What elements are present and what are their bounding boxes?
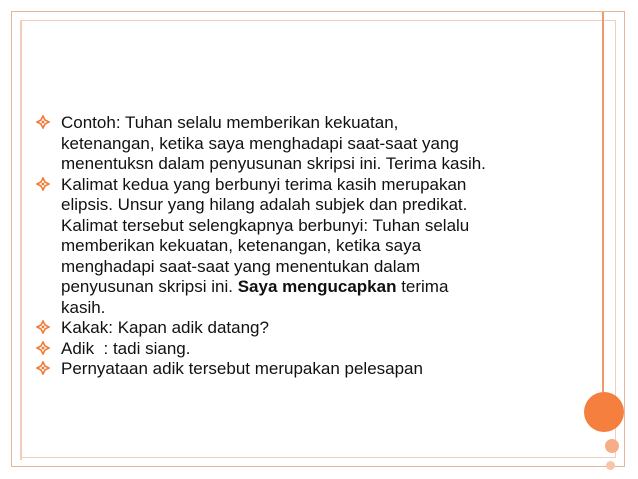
- flower-bullet-icon: [36, 320, 50, 334]
- text-line: Contoh: Tuhan selalu memberikan kekuatan,: [61, 113, 399, 132]
- bullet-item-1: [36, 113, 576, 175]
- text-fragment: penyusunan skripsi ini.: [61, 277, 238, 296]
- bullet-item-3: [36, 318, 576, 339]
- text-line: Kalimat kedua yang berbunyi terima kasih merupakan: [61, 174, 467, 194]
- text-line: menghadapi saat-saat yang menentukan dalam: [61, 256, 421, 276]
- decorative-small-dot: [605, 439, 619, 453]
- text-line: Pernyataan adik tersebut merupakan pelesapan: [61, 359, 423, 378]
- bullet-item-4: [36, 339, 576, 360]
- flower-bullet-icon: [36, 341, 50, 355]
- text-line: Kakak: Kapan adik datang?: [61, 318, 269, 337]
- text-line: elipsis. Unsur yang hilang adalah subjek dan predikat.: [61, 195, 468, 214]
- text-line: ketenangan, ketika saya menghadapi saat-saat yang: [61, 133, 459, 153]
- decorative-tiny-dot: [606, 461, 615, 470]
- decorative-right-line: [602, 12, 604, 392]
- text-line: [61, 277, 576, 298]
- decorative-large-dot: [584, 392, 624, 432]
- flower-bullet-icon: [36, 115, 50, 129]
- text-line: menentuksn dalam penyusunan skripsi ini. Terima kasih.: [61, 154, 486, 173]
- flower-bullet-icon: [36, 177, 50, 191]
- text-line: Adik : tadi siang.: [61, 338, 191, 358]
- flower-bullet-icon: [36, 361, 50, 375]
- text-line: memberikan kekuatan, ketenangan, ketika saya: [61, 236, 422, 255]
- bold-phrase: Saya mengucapkan: [237, 277, 397, 296]
- text-line: kasih.: [61, 297, 106, 317]
- slide-content: [36, 113, 576, 380]
- bullet-item-5: [36, 359, 576, 380]
- bullet-item-2: [36, 175, 576, 319]
- decorative-left-line: [20, 20, 22, 460]
- text-fragment: terima: [396, 277, 449, 296]
- text-line: Kalimat tersebut selengkapnya berbunyi: Tuhan selalu: [61, 215, 470, 235]
